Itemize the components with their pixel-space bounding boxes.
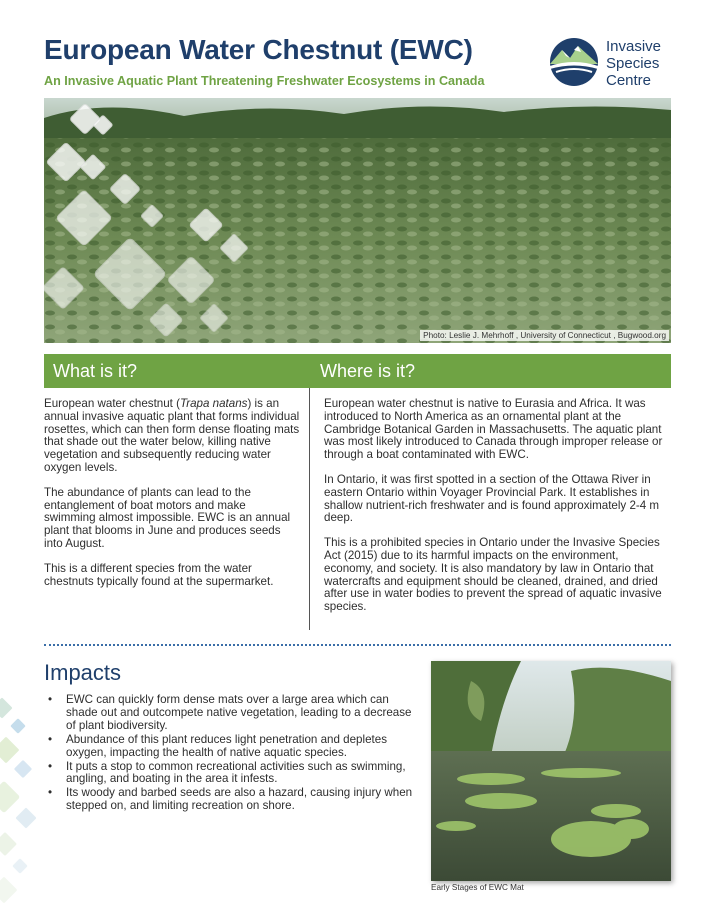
decorative-tiles [0,690,48,915]
invasive-species-centre-logo [548,36,678,92]
impacts-list [48,694,418,814]
dotted-divider [44,644,671,646]
where-paragraph-3: This is a prohibited species in Ontario under the Invasive Species Act (2015) due to its harmful impacts on the environment, economy, and society. It is also mandatory by law in Ontario that watercrafts and equipment should be cleaned, drained, and dried after use in water bodies to prevent the spread of aquatic invasive species. [324,536,662,614]
impact-item: • It puts a stop to common recreational activities such as swimming, angling, and boating in the area it infests. [48,761,418,787]
impact-item: • EWC can quickly form dense mats over a large area which can shade out and outcompete native vegetation, leading to a decrease of plant biodiversity. [48,694,418,733]
what-is-it-heading: What is it? [44,354,317,388]
water-chestnut-mat-image [44,98,671,343]
photo-credit: Photo: Leslie J. Mehrhoff , University of Connecticut , Bugwood.org [420,330,669,341]
scientific-name: Trapa natans [179,397,248,410]
hero-photo [44,98,671,343]
what-p1-text-end: ) is an annual invasive aquatic plant that forms individual rosettes, which can then form dense floating mats that shade out the water below, killing native vegetation and subsequently reducing water oxygen levels. [44,397,300,474]
logo-emblem-icon [548,36,600,88]
what-p1-text-start: European water chestnut ( [44,397,180,410]
impacts-heading: Impacts [44,660,122,685]
photo-caption: Early Stages of EWC Mat [431,883,524,892]
what-paragraph-1 [44,398,300,475]
what-paragraph-3: This is a different species from the water chestnuts typically found at the supermarket. [44,561,274,588]
logo-line-3: Centre [606,72,652,89]
page-subtitle: An Invasive Aquatic Plant Threatening Freshwater Ecosystems in Canada [44,74,485,88]
column-divider [309,388,310,630]
what-is-it-body [44,398,300,600]
impact-item: • Its woody and barbed seeds are also a hazard, causing injury when stepped on, and limiting recreation on shore. [48,787,418,813]
early-stage-mat-photo [431,661,671,881]
logo-line-1: Invasive [606,38,662,55]
impact-item: • Abundance of this plant reduces light penetration and depletes oxygen, impacting the health of native aquatic species. [48,734,418,760]
what-paragraph-2: The abundance of plants can lead to the entanglement of boat motors and make swimming almost impossible. EWC is an annual plant that blooms in June and produces seeds into August. [44,485,291,550]
where-is-it-heading: Where is it? [311,354,671,388]
logo-line-2: Species [606,55,660,72]
where-paragraph-2: In Ontario, it was first spotted in a section of the Ottawa River in eastern Ontario within Voyager Provincial Park. It establishes in shallow nutrient-rich freshwater and is found approximately 2-4 m deep. [324,472,660,525]
where-is-it-body [324,398,664,626]
page-title: European Water Chestnut (EWC) [44,34,473,65]
where-paragraph-1: European water chestnut is native to Eurasia and Africa. It was introduced to North America as an ornamental plant at the Cambridge Botanical Garden in Massachusetts. The aquatic plant was most likely introduced to Canada through improper release or through a boat contaminated with EWC. [324,397,663,462]
river-mat-image [431,661,671,881]
